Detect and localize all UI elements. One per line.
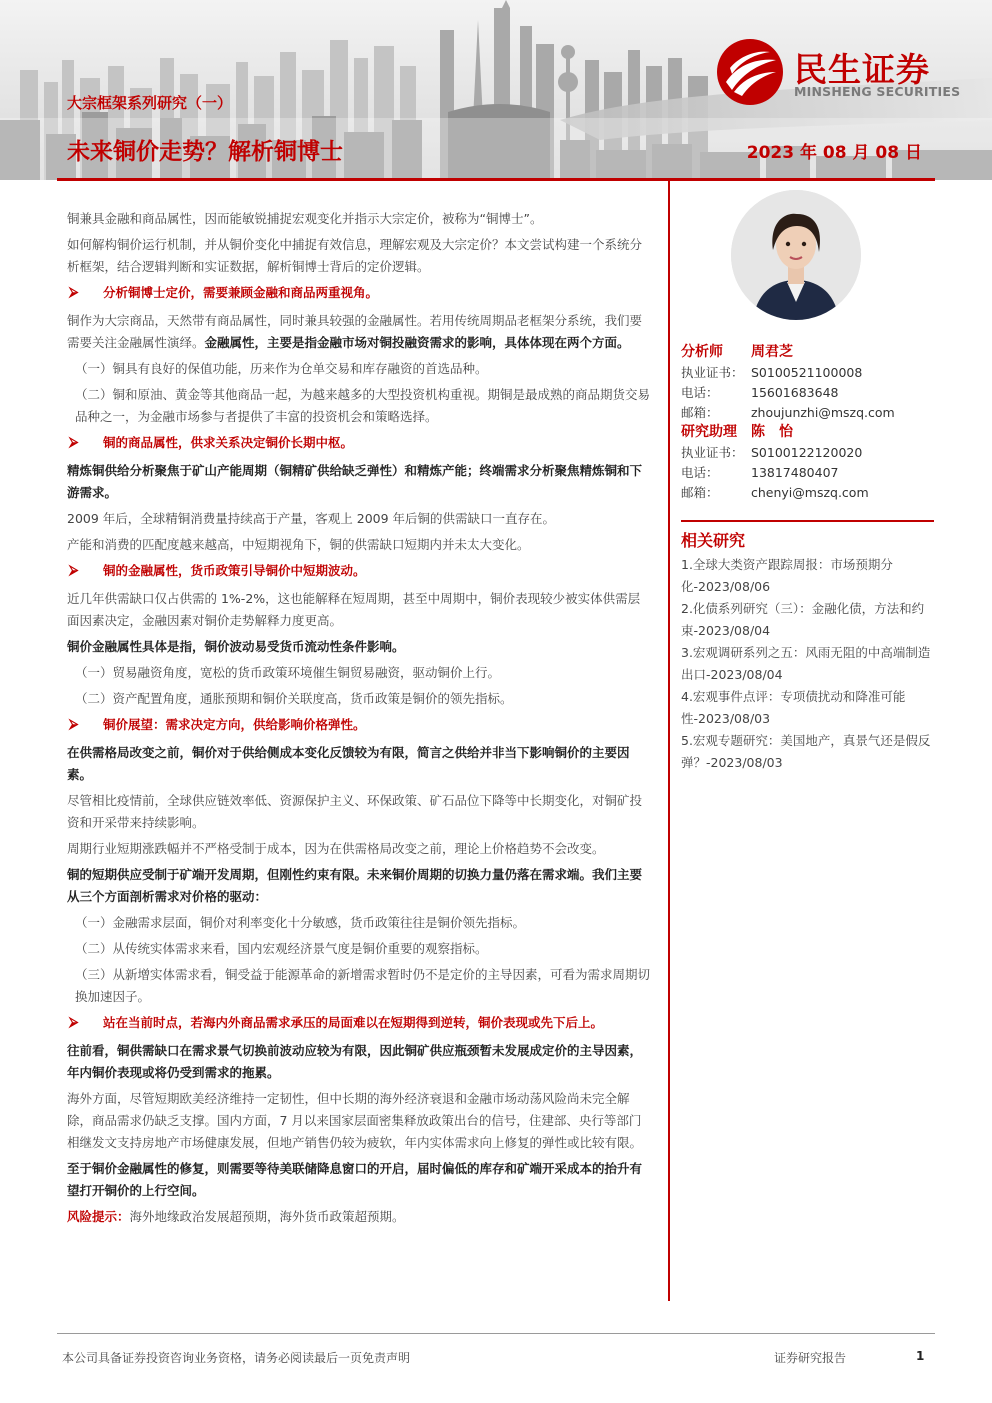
related-research-item[interactable]: 4.宏观事件点评：专项债扰动和降准可能性-2023/08/03 — [681, 689, 906, 726]
analyst-card: 研究助理 陈 怡 执业证书： S0100122120020 电话： 13817480407 邮箱： chenyi@mszq.com — [681, 421, 933, 503]
intro-paragraph: 如何解构铜价运行机制，并从铜价变化中捕捉有效信息，理解宏观及大宗定价？本文尝试构建一个系统分析框架，结合逻辑判断和实证数据，解析铜博士背后的定价逻辑。 — [67, 237, 643, 274]
analyst-cert: S0100122120020 — [751, 445, 863, 460]
minsheng-logo — [716, 38, 966, 108]
sidebar-divider — [681, 520, 934, 522]
risk-warning: 风险提示：海外地缘政治发展超预期，海外货币政策超预期。 — [67, 1209, 405, 1224]
related-research-item[interactable]: 2.化债系列研究（三）：金融化债，方法和约束-2023/08/04 — [681, 601, 925, 638]
paragraph: 近几年供需缺口仅占供需的 1%-2%，这也能解释在短周期，甚至中周期中，铜价表现较少被实体供需层面因素决定，金融因素对铜价走势解释力度更高。 — [67, 591, 641, 628]
chevron-right-icon: ⮚ — [69, 435, 79, 450]
related-research-item[interactable]: 1.全球大类资产跟踪周报：市场预期分化-2023/08/06 — [681, 557, 893, 594]
paragraph: 在供需格局改变之前，铜价对于供给侧成本变化反馈较为有限，简言之供给并非当下影响铜价的主要因素。 — [67, 745, 630, 782]
paragraph: 2009 年后，全球精铜消费量持续高于产量，客观上 2009 年后铜的供需缺口一直存在。 — [67, 511, 556, 526]
section-heading: ⮚ 分析铜博士定价，需要兼顾金融和商品两重视角。 — [67, 282, 651, 304]
analyst-portrait-icon — [731, 190, 861, 320]
analyst-role: 分析师 — [681, 344, 723, 360]
paragraph: 铜价金融属性具体是指，铜价波动易受货币流动性条件影响。 — [67, 639, 405, 654]
intro-paragraph: 铜兼具金融和商品属性，因而能敏锐捕捉宏观变化并指示大宗定价，被称为“铜博士”。 — [67, 211, 543, 226]
footer-doc-type: 证券研究报告 — [774, 1351, 847, 1365]
paragraph: （二）铜和原油、黄金等其他商品一起，为越来越多的大型投资机构重视。期铜是最成熟的商品期货交易品种之一，为金融市场参与者提供了丰富的投资机会和策略选择。 — [75, 387, 651, 424]
paragraph: 产能和消费的匹配度越来越高，中短期视角下，铜的供需缺口短期内并未太大变化。 — [67, 537, 530, 552]
analyst-photo — [731, 190, 861, 320]
report-date: 2023 年 08 月 08 日 — [746, 143, 922, 163]
analyst-email[interactable]: chenyi@mszq.com — [751, 485, 869, 500]
related-research-item[interactable]: 5.宏观专题研究：美国地产，真景气还是假反弹？-2023/08/03 — [681, 733, 931, 770]
paragraph: （一）贸易融资角度，宽松的货币政策环境催生铜贸易融资，驱动铜价上行。 — [75, 665, 501, 680]
paragraph: 至于铜价金融属性的修复，则需要等待美联储降息窗口的开启，届时偏低的库存和矿端开采成本的抬升有望打开铜价的上行空间。 — [67, 1161, 643, 1198]
chevron-right-icon: ⮚ — [69, 285, 79, 300]
analyst-card: 分析师 周君芝 执业证书： S0100521100008 电话： 15601683648 邮箱： zhoujunzhi@mszq.com — [681, 341, 933, 423]
chevron-right-icon: ⮚ — [69, 717, 79, 732]
report-title: 未来铜价走势？解析铜博士 — [67, 139, 343, 165]
related-research-list — [681, 554, 933, 774]
section-heading: ⮚ 铜的金融属性，货币政策引导铜价中短期波动。 — [67, 560, 651, 582]
analyst-email[interactable]: zhoujunzhi@mszq.com — [751, 405, 895, 420]
report-header-banner — [0, 0, 992, 180]
paragraph: 海外方面，尽管短期欧美经济维持一定韧性，但中长期的海外经济衰退和金融市场动荡风险尚未完全解除，商品需求仍缺乏支撑。国内方面，7 月以来国家层面密集释放政策出台的信号，住建部、央行等部门相继发文支持房地产市场健康发展，但地产销售仍较为疲软，年内实体需求向上修复的弹性或比较有限。 — [67, 1091, 643, 1150]
paragraph: （一）铜具有良好的保值功能，历来作为仓单交易和库存融资的首选品种。 — [75, 361, 488, 376]
analyst-phone: 15601683648 — [751, 385, 839, 400]
related-research-title: 相关研究 — [681, 531, 746, 550]
related-research-item[interactable]: 3.宏观调研系列之五：风雨无阻的中高端制造出口-2023/08/04 — [681, 645, 931, 682]
analyst-phone: 13817480407 — [751, 465, 839, 480]
logo-chinese-name: 民生证券 — [794, 50, 930, 89]
paragraph: （三）从新增实体需求看，铜受益于能源革命的新增需求暂时仍不是定价的主导因素，可看为需求周期切换加速因子。 — [75, 967, 651, 1004]
page-number: 1 — [916, 1349, 925, 1363]
paragraph: 往前看，铜供需缺口在需求景气切换前波动应较为有限，因此铜矿供应瓶颈暂未发展成定价的主导因素，年内铜价表现或将仍受到需求的拖累。 — [67, 1043, 643, 1080]
section-heading: ⮚ 铜的商品属性，供求关系决定铜价长期中枢。 — [67, 432, 651, 454]
series-title: 大宗框架系列研究（一） — [67, 94, 233, 112]
chevron-right-icon: ⮚ — [69, 1015, 79, 1030]
section-heading: ⮚ 站在当前时点，若海内外商品需求承压的局面难以在短期得到逆转，铜价表现或先下后上。 — [67, 1012, 651, 1034]
footer-disclaimer: 本公司具备证券投资咨询业务资格，请务必阅读最后一页免责声明 — [62, 1351, 411, 1365]
paragraph: （二）资产配置角度，通胀预期和铜价关联度高，货币政策是铜价的领先指标。 — [75, 691, 513, 706]
analyst-role: 研究助理 — [681, 424, 737, 440]
logo-english-name: MINSHENG SECURITIES — [794, 84, 961, 99]
paragraph: 尽管相比疫情前，全球供应链效率低、资源保护主义、环保政策、矿石品位下降等中长期变化，对铜矿投资和开采带来持续影响。 — [67, 793, 643, 830]
paragraph: 精炼铜供给分析聚焦于矿山产能周期（铜精矿供给缺乏弹性）和精炼产能；终端需求分析聚焦精炼铜和下游需求。 — [67, 463, 643, 500]
column-divider — [668, 181, 670, 1301]
report-summary — [67, 208, 651, 1232]
paragraph: 周期行业短期涨跌幅并不严格受制于成本，因为在供需格局改变之前，理论上价格趋势不会改变。 — [67, 841, 605, 856]
section-heading: ⮚ 铜价展望：需求决定方向，供给影响价格弹性。 — [67, 714, 651, 736]
paragraph: 铜作为大宗商品，天然带有商品属性，同时兼具较强的金融属性。若用传统周期品老框架分系统，我们要需要关注金融属性演绎。金融属性，主要是指金融市场对铜投融资需求的影响，具体体现在两个方面。 — [67, 313, 643, 350]
paragraph: （二）从传统实体需求来看，国内宏观经济景气度是铜价重要的观察指标。 — [75, 941, 488, 956]
paragraph: （一）金融需求层面，铜价对利率变化十分敏感，货币政策往往是铜价领先指标。 — [75, 915, 526, 930]
chevron-right-icon: ⮚ — [69, 563, 79, 578]
minsheng-logo-mark-icon — [716, 38, 784, 106]
header-divider — [57, 178, 935, 181]
paragraph: 铜的短期供应受制于矿端开发周期，但刚性约束有限。未来铜价周期的切换力量仍落在需求端。我们主要从三个方面剖析需求对价格的驱动： — [67, 867, 643, 904]
analyst-name: 陈 怡 — [751, 424, 793, 440]
analyst-name: 周君芝 — [751, 344, 793, 360]
footer-divider — [57, 1333, 935, 1334]
analyst-cert: S0100521100008 — [751, 365, 863, 380]
